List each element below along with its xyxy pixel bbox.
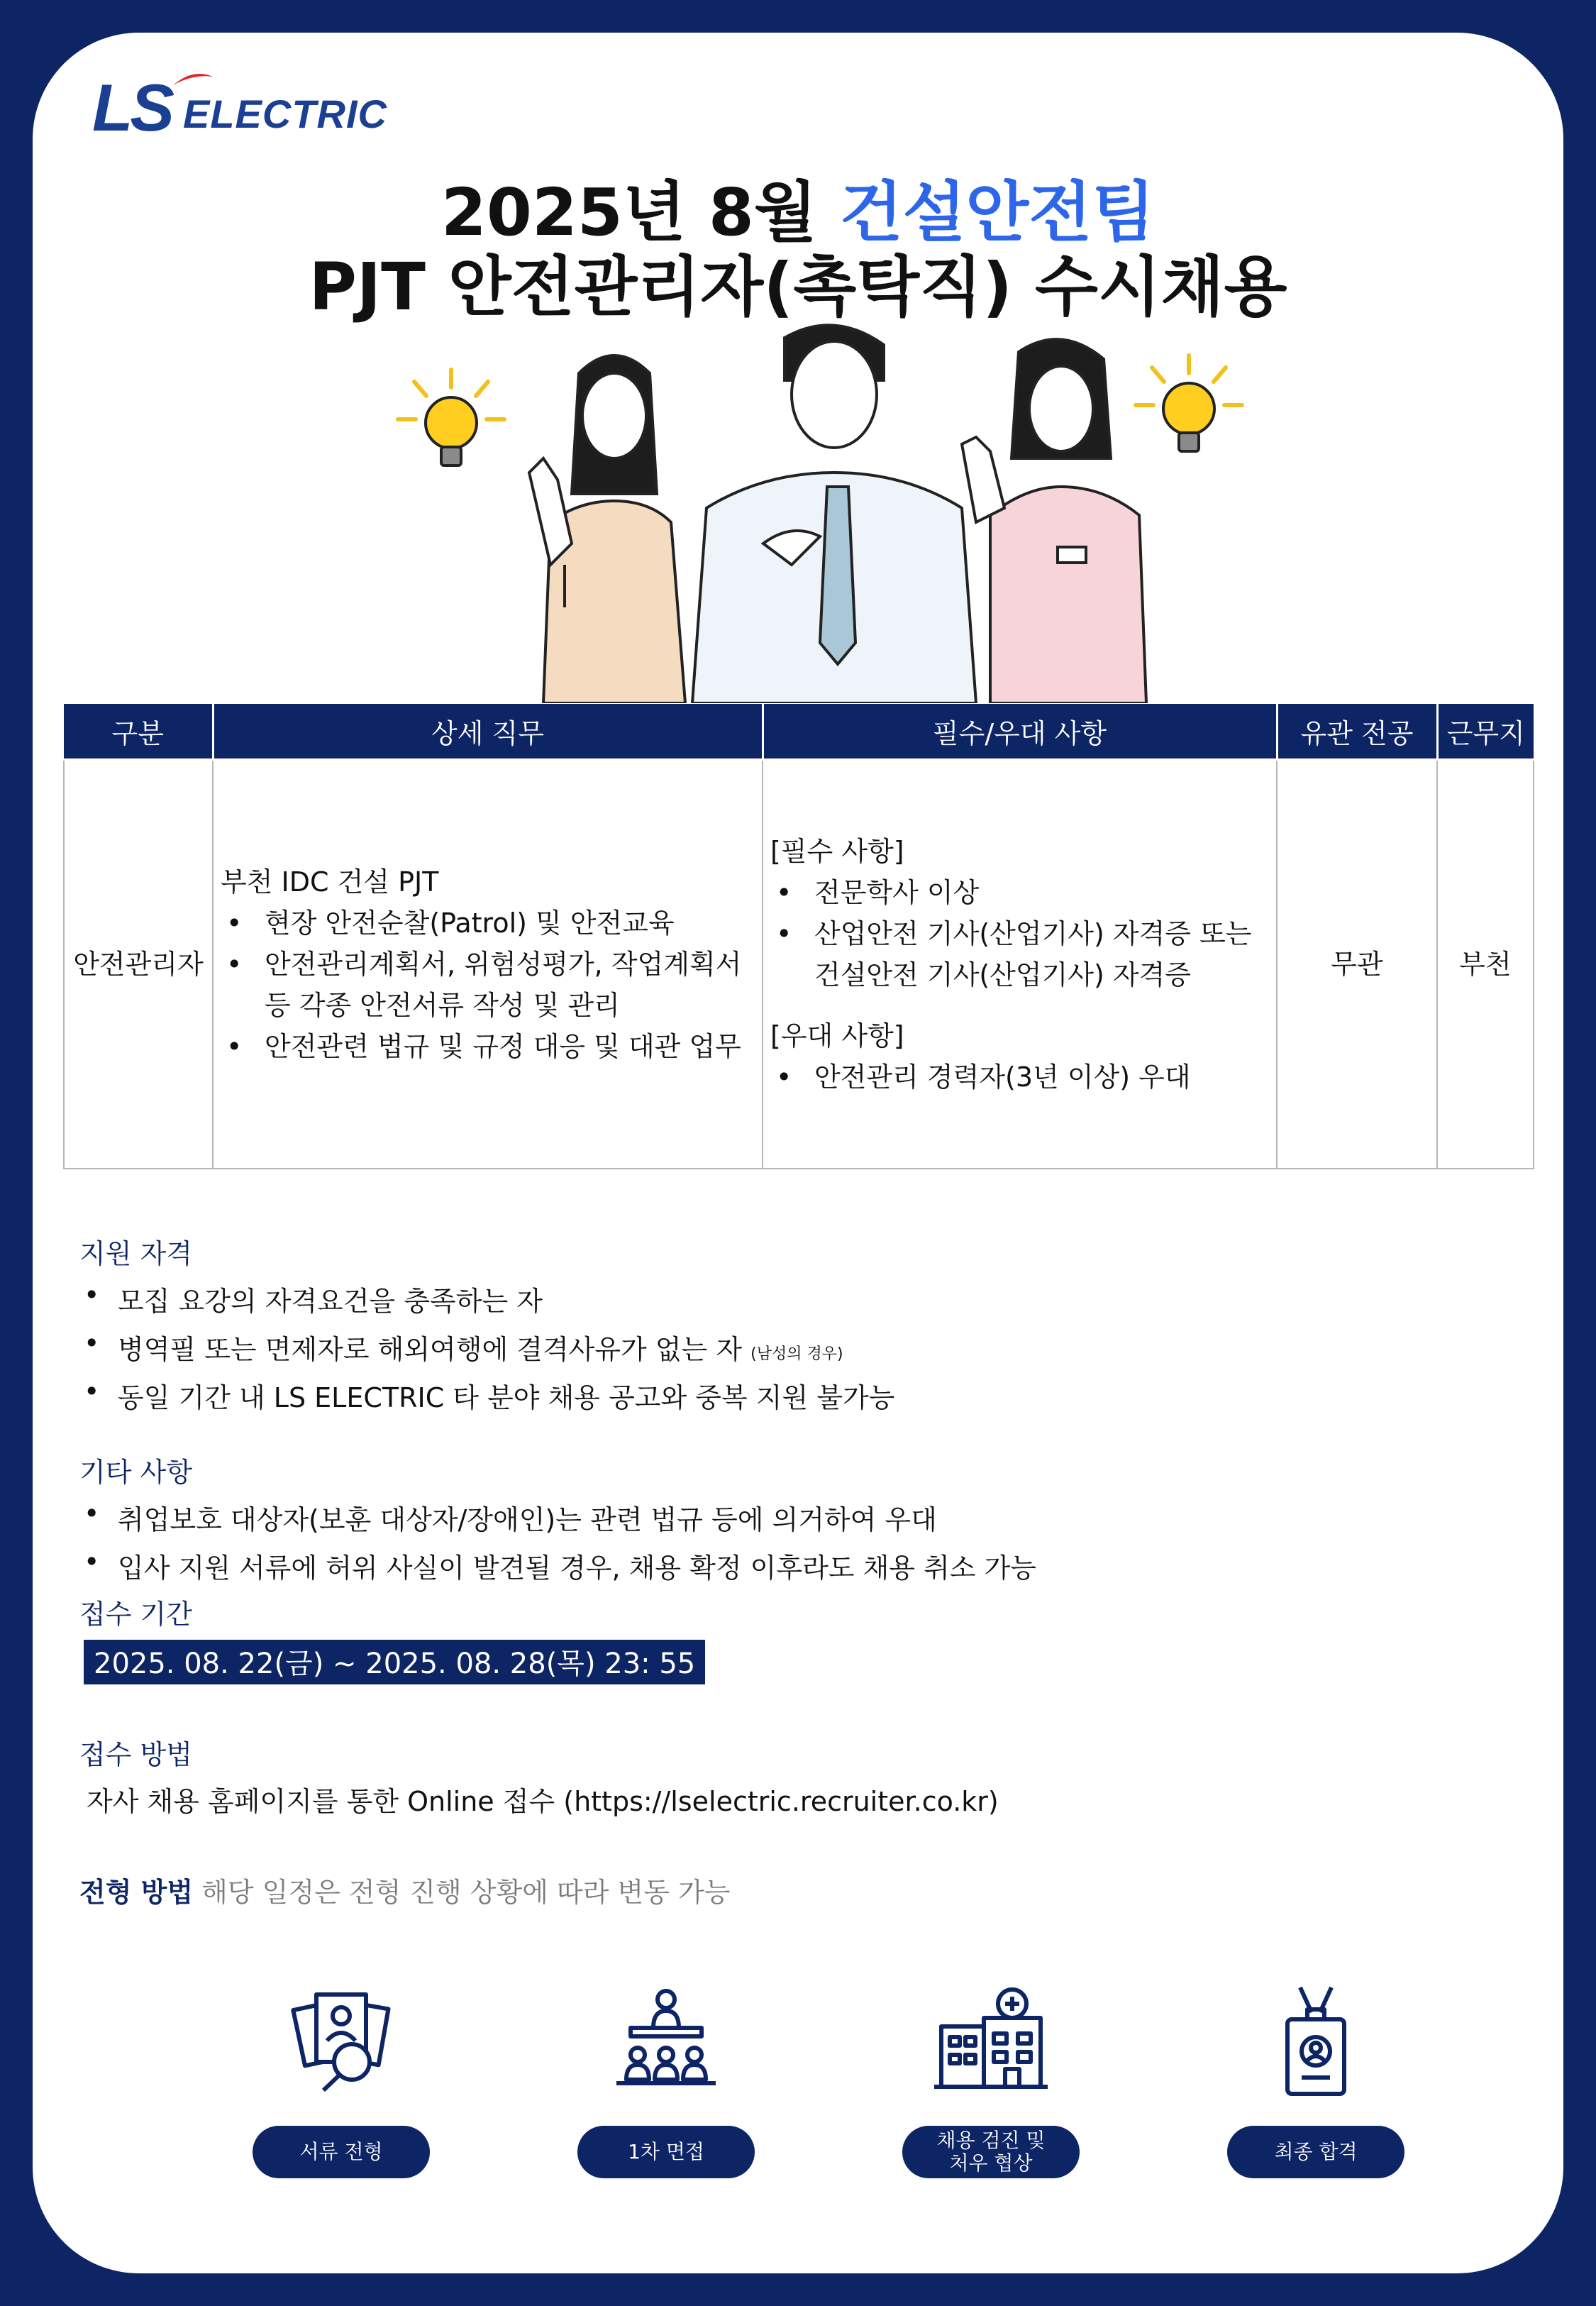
list-item: • 병역필 또는 면제자로 해외여행에 결격사유가 없는 자 (남성의 경우) [84,1328,843,1367]
required-title: [필수 사항] [770,835,904,867]
team-illustration [366,309,1288,703]
location-cell: 부천 [1437,759,1534,1169]
hospital-icon [934,1984,1048,2097]
id-badge-icon [1259,1984,1373,2097]
step-label: 서류 전형 [253,2126,430,2178]
process-step [253,1984,430,2178]
table-header: 구분 [64,704,213,759]
process-heading: 전형 방법 해당 일정은 전형 진행 상황에 따라 변동 가능 [79,1877,731,1908]
duty-title: 부천 IDC 건설 PJT [221,866,439,898]
category-cell: 안전관리자 [64,759,213,1169]
qualification-heading: 지원 자격 [79,1238,192,1269]
duty-cell [213,759,763,1169]
period-heading: 접수 기간 [79,1599,192,1630]
page-title-line1: 2025년 8월 건설안전팀 [440,175,1156,250]
list-item: • 안전관리 경력자(3년 이상) 우대 [770,1057,1276,1098]
list-item: • 취업보호 대상자(보훈 대상자/장애인)는 관련 법규 등에 의거하여 우대 [84,1498,937,1537]
table-row [64,759,1534,1169]
poster-card: LS ELECTRIC 2025년 8월 건설안전팀 PJT 안전관리자(촉탁직) 수시채용 구분 상세 직무 필수/우대 사항 유관 전공 근무지 안전관리자 부천 IDC 건설 PJT • 현장 안전순찰(Patrol) 및 안전교육 • 안전관리계획서, 위험성평가, 작업계획서 등 각종 안전서류 작성 및 관리 • 안전관련 법규 및 규정 대응 및 대관 업무 [필수 사항] • 전문학사 이상 • 산업안전 기사(산업기사) 자격증 또는 건설안전 기사(산업기사) 자격증 [우대 사항] • 안전관리 경력자(3년 이상) 우대 무관 부천 지원 자격 • 모집 요강의 자격요건을 충족하는 자 • 병역필 또는 면제자로 해외여행에 결격사유가 없는 자 (남성의 경우) • 동일 기간 내 LS ELECTRIC 타 분야 채용 공고와 중복 지원 불가능 기타 사항 • 취업보호 대상자(보훈 대상자/장애인)는 관련 법규 등에 의거하여 우대 • 입사 지원 서류에 허위 사실이 발견될 경우, 채용 확정 이후라도 채용 취소 가능 접수 기간 2025. 08. 22(금) ~ 2025. 08. 28(목) 23: 55 접수 방법 자사 채용 홈페이지를 통한 Online 접수 (https://lselectric.recruiter.co.kr) 전형 방법 해당 일정은 전형 진행 상황에 따라 변동 가능 서류 전형 1차 면접 채용 검진 및 처우 협상 최종 합격 [33,33,1563,2273]
lightbulb-icon [398,370,504,465]
step-label: 채용 검진 및 처우 협상 [902,2126,1080,2178]
page-title-line2: PJT 안전관리자(촉탁직) 수시채용 [309,249,1287,325]
list-item: • 현장 안전순찰(Patrol) 및 안전교육 [221,903,762,944]
job-table [63,704,1534,1169]
process-note: 해당 일정은 전형 진행 상황에 따라 변동 가능 [201,1877,731,1908]
list-item: • 안전관리계획서, 위험성평가, 작업계획서 등 각종 안전서류 작성 및 관리 [221,944,762,1026]
step-label: 최종 합격 [1227,2126,1404,2178]
table-header-row [64,704,1534,759]
table-header: 상세 직무 [213,704,763,759]
note-text: (남성의 경우) [750,1345,843,1363]
list-item: • 산업안전 기사(산업기사) 자격증 또는 건설안전 기사(산업기사) 자격증 [770,913,1276,995]
process-step [577,1984,755,2178]
lightbulb-icon [1136,355,1242,451]
method-heading: 접수 방법 [79,1739,192,1770]
list-item: • 안전관련 법규 및 규정 대응 및 대관 업무 [221,1026,762,1067]
process-step [902,1984,1080,2178]
major-cell: 무관 [1277,759,1437,1169]
step-label: 1차 면접 [577,2126,755,2178]
process-step [1227,1984,1404,2178]
list-item: • 전문학사 이상 [770,872,1276,913]
method-value: 자사 채용 홈페이지를 통한 Online 접수 (https://lselectric.recruiter.co.kr) [87,1786,999,1817]
period-value: 2025. 08. 22(금) ~ 2025. 08. 28(목) 23: 55 [84,1640,705,1684]
document-review-icon [284,1984,398,2097]
interview-icon [609,1984,723,2097]
table-header: 근무지 [1437,704,1534,759]
etc-heading: 기타 사항 [79,1457,192,1488]
table-header: 필수/우대 사항 [763,704,1277,759]
table-header: 유관 전공 [1277,704,1437,759]
preferred-title: [우대 사항] [770,1020,904,1052]
list-item: • 모집 요강의 자격요건을 충족하는 자 [84,1279,543,1318]
list-item: • 동일 기간 내 LS ELECTRIC 타 분야 채용 공고와 중복 지원 불가능 [84,1376,894,1415]
requirements-cell [763,759,1277,1169]
list-item: • 입사 지원 서류에 허위 사실이 발견될 경우, 채용 확정 이후라도 채용 취소 가능 [84,1546,1036,1585]
